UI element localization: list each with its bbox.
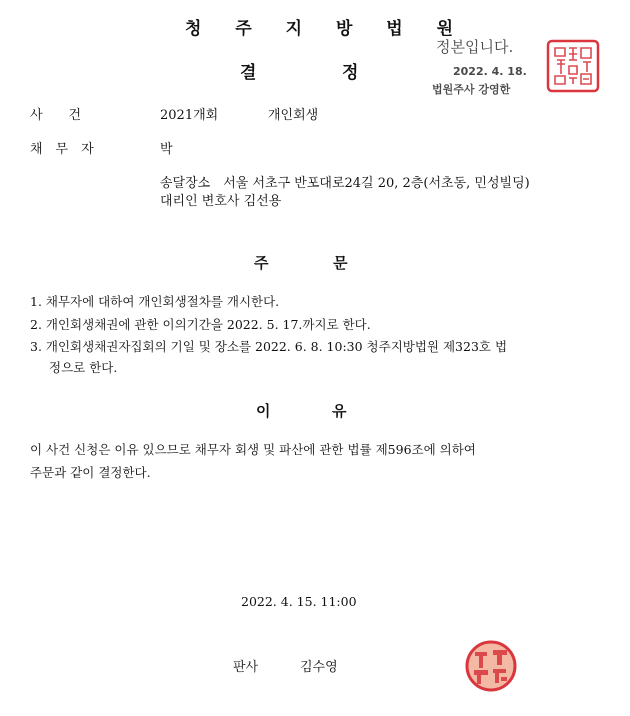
decision-date: 2022. 4. 15. 11:00 xyxy=(241,594,357,609)
reason-line: 주문과 같이 결정한다. xyxy=(30,465,151,480)
order-item: 3. 개인회생채권자집회의 기일 및 장소를 2022. 6. 8. 10:30 청주지방법원 제323호 법 xyxy=(30,339,508,354)
case-number: 2021개회 xyxy=(160,108,219,123)
certification-date: 2022. 4. 18. xyxy=(453,65,527,78)
judge-name: 김수영 xyxy=(300,660,338,675)
order-item: 1. 채무자에 대하여 개인회생절차를 개시한다. xyxy=(30,294,280,309)
service-address: 송달장소 서울 서초구 반포대로24길 20, 2층(서초동, 민성빌딩) xyxy=(160,176,530,191)
order-title-left: 주 xyxy=(254,254,269,272)
court-seal-icon xyxy=(545,38,601,94)
reason-title-right: 유 xyxy=(332,402,347,420)
certification-title: 정본입니다. xyxy=(436,38,514,56)
case-type: 개인회생 xyxy=(268,108,319,123)
case-label: 사 건 xyxy=(30,108,82,123)
reason-title-left: 이 xyxy=(256,402,271,420)
order-title-right: 문 xyxy=(333,254,348,272)
certification-officer: 법원주사 강영한 xyxy=(432,83,511,96)
reason-line: 이 사건 신청은 이유 있으므로 채무자 회생 및 파산에 관한 법률 제596조에 의하여 xyxy=(30,442,476,457)
debtor-name: 박 xyxy=(160,142,173,157)
judge-seal-icon xyxy=(465,640,517,692)
order-item-continuation: 정으로 한다. xyxy=(49,360,118,375)
decision-title-right: 정 xyxy=(342,63,359,83)
order-item: 2. 개인회생채권에 관한 이의기간을 2022. 5. 17.까지로 한다. xyxy=(30,317,371,332)
judge-label: 판사 xyxy=(233,660,259,675)
legal-agent: 대리인 변호사 김선용 xyxy=(160,194,282,209)
debtor-label: 채 무 자 xyxy=(30,142,94,157)
court-name: 청 주 지 방 법 원 xyxy=(184,19,468,39)
decision-title-left: 결 xyxy=(240,63,257,83)
